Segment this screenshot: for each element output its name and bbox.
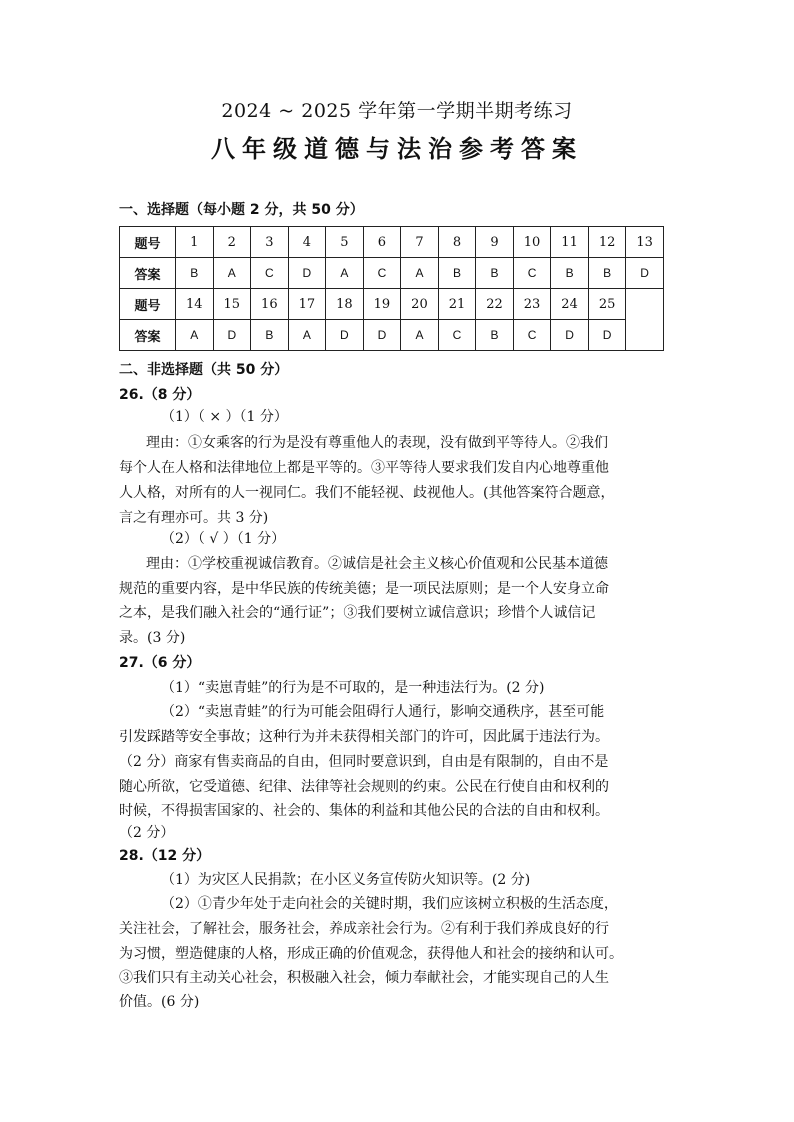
q27-line: 随心所欲，它受道德、纪律、法律等社会规则的约束。公民在行使自由和权利的	[119, 779, 609, 795]
question-number: 2	[213, 227, 251, 258]
q27-line: （2）“卖崽青蛙”的行为可能会阻碍行人通行，影响交通秩序，甚至可能	[161, 704, 605, 720]
answer-choice: C	[438, 320, 476, 351]
empty-merged-cell	[626, 289, 664, 351]
answer-choice: C	[513, 320, 551, 351]
question-number: 25	[588, 289, 626, 320]
answer-choice: D	[288, 258, 326, 289]
answer-choice: B	[551, 258, 589, 289]
row-label-number: 题号	[120, 227, 176, 258]
q27-line: （2 分）	[119, 825, 175, 841]
question-number: 21	[438, 289, 476, 320]
question-26-label: 26.（8 分）	[119, 387, 201, 403]
q28-line: （1）为灾区人民捐款；在小区义务宣传防火知识等。(2 分)	[161, 872, 531, 888]
q26-part2: （2）（ √ ）（1 分）	[161, 531, 286, 547]
question-28-label: 28.（12 分）	[119, 848, 211, 864]
q28-line: 价值。(6 分)	[119, 994, 200, 1010]
question-number: 19	[363, 289, 401, 320]
q27-line: 引发踩踏等安全事故；这种行为并未获得相关部门的许可，因此属于违法行为。	[119, 729, 609, 745]
question-number: 16	[251, 289, 289, 320]
row-label-answer: 答案	[120, 258, 176, 289]
question-number: 15	[213, 289, 251, 320]
exam-title: 2024 ~ 2025 学年第一学期半期考练习	[221, 100, 573, 122]
question-number: 18	[326, 289, 364, 320]
answer-choice: B	[588, 258, 626, 289]
question-number: 3	[251, 227, 289, 258]
q28-line: （2）①青少年处于走向社会的关键时期，我们应该树立积极的生活态度，	[161, 896, 618, 912]
answer-choice: A	[288, 320, 326, 351]
question-number: 8	[438, 227, 476, 258]
section-1-heading: 一、选择题（每小题 2 分，共 50 分）	[119, 202, 364, 218]
q26-reason1-line: 言之有理亦可。共 3 分)	[119, 510, 269, 526]
question-number: 9	[476, 227, 514, 258]
q26-reason2-line: 录。(3 分)	[119, 630, 186, 646]
question-number: 1	[176, 227, 214, 258]
q26-reason1-line: 每个人在人格和法律地位上都是平等的。③平等待人要求我们发自内心地尊重他	[119, 460, 609, 476]
answer-row-1	[120, 258, 664, 289]
q26-reason2-line: 规范的重要内容，是中华民族的传统美德；是一项民法原则；是一个人安身立命	[119, 581, 609, 597]
question-number: 10	[513, 227, 551, 258]
q26-reason1-line: 理由：①女乘客的行为是没有尊重他人的表现，没有做到平等待人。②我们	[146, 435, 608, 451]
answer-choice: B	[476, 258, 514, 289]
question-number: 24	[551, 289, 589, 320]
question-number: 14	[176, 289, 214, 320]
answer-choice: A	[401, 258, 439, 289]
q26-part1: （1）（ × ）（1 分）	[161, 409, 288, 425]
answer-choice: C	[513, 258, 551, 289]
answer-choice: B	[476, 320, 514, 351]
answer-choice: A	[401, 320, 439, 351]
row-label-number: 题号	[120, 289, 176, 320]
answer-choice: D	[363, 320, 401, 351]
answer-choice: A	[326, 258, 364, 289]
answer-choice: B	[438, 258, 476, 289]
choice-answer-table	[119, 226, 664, 351]
question-number: 17	[288, 289, 326, 320]
q26-reason2-line: 之本，是我们融入社会的“通行证”；③我们要树立诚信意识；珍惜个人诚信记	[119, 605, 596, 621]
document-title: 八年级道德与法治参考答案	[211, 135, 583, 163]
question-number: 22	[476, 289, 514, 320]
q27-line: （1）“卖崽青蛙”的行为是不可取的，是一种违法行为。(2 分)	[161, 680, 545, 696]
q26-reason1-line: 人人格，对所有的人一视同仁。我们不能轻视、歧视他人。(其他答案符合题意，	[119, 485, 615, 501]
answer-choice: C	[251, 258, 289, 289]
answer-choice: D	[551, 320, 589, 351]
answer-choice: D	[213, 320, 251, 351]
q28-line: 关注社会，了解社会，服务社会，养成亲社会行为。②有利于我们养成良好的行	[119, 921, 609, 937]
answer-choice: A	[176, 320, 214, 351]
q27-line: （2 分）商家有售卖商品的自由，但同时要意识到，自由是有限制的，自由不是	[119, 754, 609, 770]
answer-choice: D	[588, 320, 626, 351]
answer-choice: D	[326, 320, 364, 351]
number-row-2	[120, 289, 664, 320]
answer-choice: B	[176, 258, 214, 289]
answer-choice: B	[251, 320, 289, 351]
question-number: 23	[513, 289, 551, 320]
question-number: 6	[363, 227, 401, 258]
question-number: 4	[288, 227, 326, 258]
question-27-label: 27.（6 分）	[119, 655, 201, 671]
row-label-answer: 答案	[120, 320, 176, 351]
question-number: 12	[588, 227, 626, 258]
q27-line: 时候，不得损害国家的、社会的、集体的利益和其他公民的合法的自由和权利。	[119, 803, 609, 819]
question-number: 20	[401, 289, 439, 320]
question-number: 11	[551, 227, 589, 258]
number-row-1	[120, 227, 664, 258]
q26-reason2-line: 理由：①学校重视诚信教育。②诚信是社会主义核心价值观和公民基本道德	[146, 556, 608, 572]
question-number: 7	[401, 227, 439, 258]
question-number: 5	[326, 227, 364, 258]
q28-line: 为习惯，塑造健康的人格，形成正确的价值观念，获得他人和社会的接纳和认可。	[119, 946, 623, 962]
answer-choice: D	[626, 258, 664, 289]
answer-choice: C	[363, 258, 401, 289]
section-2-heading: 二、非选择题（共 50 分）	[119, 362, 289, 378]
question-number: 13	[626, 227, 664, 258]
answer-row-2	[120, 320, 664, 351]
q28-line: ③我们只有主动关心社会，积极融入社会，倾力奉献社会，才能实现自己的人生	[119, 970, 609, 986]
answer-choice: A	[213, 258, 251, 289]
